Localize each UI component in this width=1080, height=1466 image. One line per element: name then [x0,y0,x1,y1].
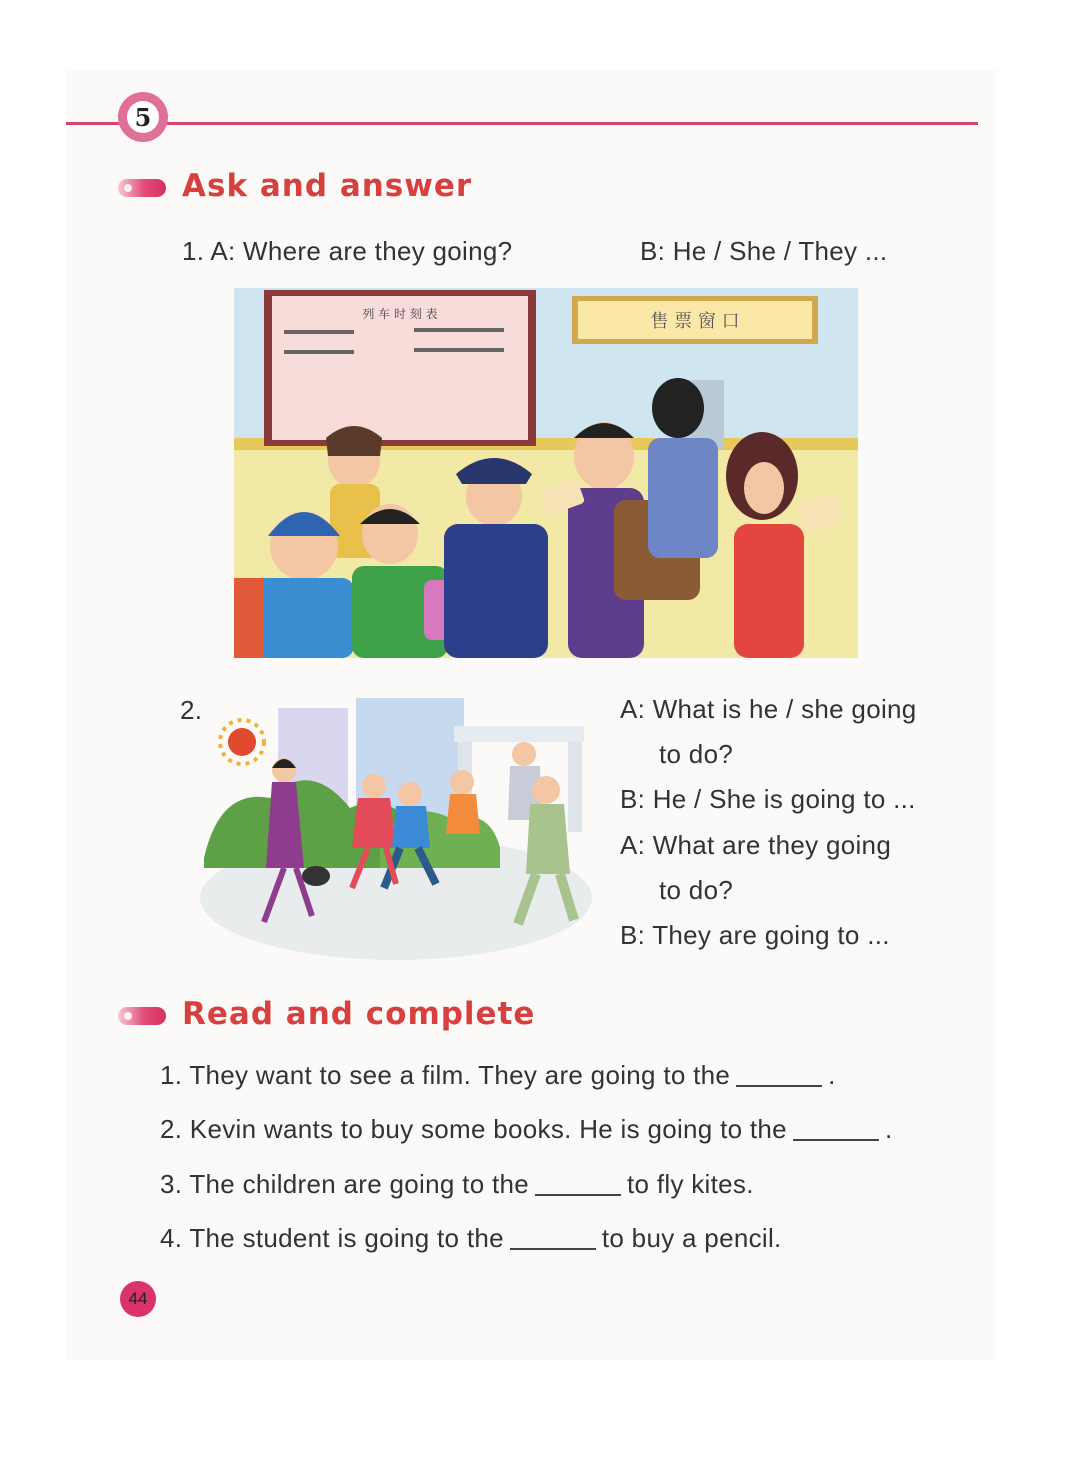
dialogue-line-2: to do? [659,739,734,769]
dialogue-line-4: A: What are they going [620,830,892,860]
answer-blank[interactable] [793,1138,879,1141]
page-number: 44 [120,1281,156,1317]
section-pill-icon [118,179,166,197]
answer-blank[interactable] [510,1247,596,1250]
exercise-item-1 [160,1060,836,1091]
exercise-text: 4. The student is going to the [160,1223,504,1253]
section-title-read-and-complete: Read and complete [182,996,536,1032]
timetable-heading: 列 车 时 刻 表 [362,307,438,321]
ticket-window-sign: 售 票 窗 口 [650,311,740,332]
dialogue-line-5: to do? [659,875,734,905]
exercise-item-3 [160,1169,754,1200]
exercise-text: 2. Kevin wants to buy some books. He is going to the [160,1114,787,1144]
exercise-text: 3. The children are going to the [160,1169,530,1199]
section-title-ask-and-answer: Ask and answer [182,168,473,204]
exercise-text: . [884,1114,893,1144]
unit-header-line [66,122,978,125]
dialogue-line-6: B: They are going to ... [620,920,890,950]
exercise-item-4 [160,1223,782,1254]
unit-number-badge [118,92,168,142]
answer-blank[interactable] [535,1193,621,1196]
dialogue-line-1: A: What is he / she going [620,694,917,724]
exercise-text: to fly kites. [627,1169,754,1199]
train-station-illustration [234,288,858,658]
question-1-b: B: He / She / They ... [640,236,888,266]
exercise-text: . [828,1060,836,1090]
park-walk-illustration [200,698,592,960]
unit-number: 5 [127,101,159,133]
answer-blank[interactable] [736,1084,822,1087]
section-pill-icon [118,1007,166,1025]
exercise-text: to buy a pencil. [601,1223,782,1253]
exercise-item-2 [160,1114,892,1145]
question-2-number: 2. [180,695,203,725]
question-1-a: 1. A: Where are they going? [182,236,513,266]
exercise-text: 1. They want to see a film. They are going to the [160,1060,731,1090]
dialogue-line-3: B: He / She is going to ... [620,784,916,814]
